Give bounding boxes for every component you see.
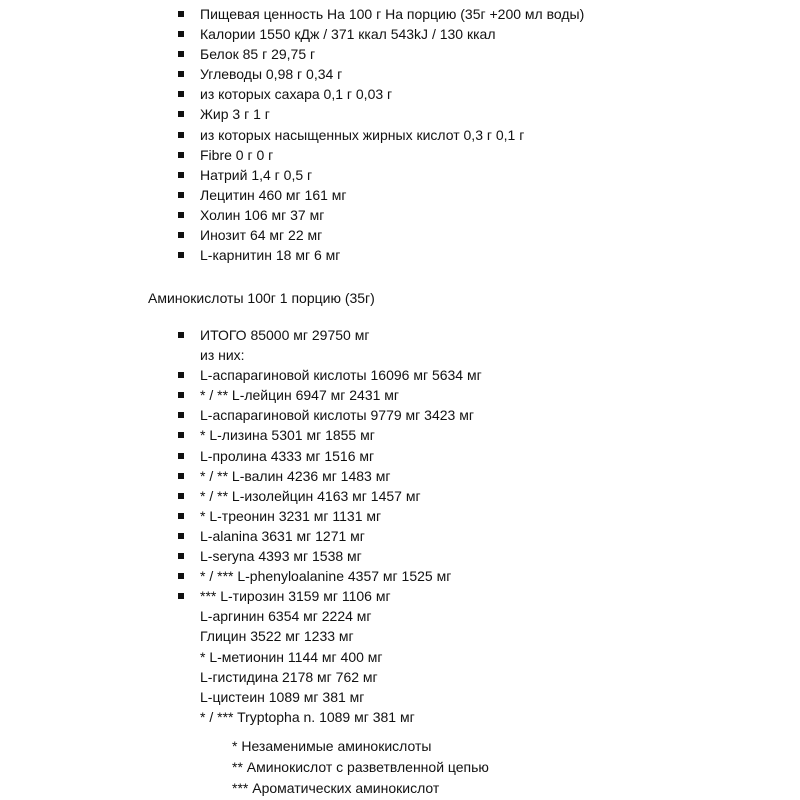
- list-item: [178, 44, 584, 64]
- list-item: [178, 687, 482, 707]
- bullet-icon: [178, 11, 184, 17]
- amino-item-text: * / ** L-изолейцин 4163 мг 1457 мг: [200, 487, 421, 504]
- nutrition-item-text: Натрий 1,4 г 0,5 г: [200, 166, 313, 183]
- nutrition-item-text: Fibre 0 г 0 г: [200, 146, 274, 163]
- list-item: [178, 325, 482, 345]
- list-item: [178, 446, 482, 466]
- footnote: ** Аминокислот с разветвленной цепью: [232, 759, 489, 775]
- amino-item-text: * L-лизина 5301 мг 1855 мг: [200, 427, 375, 444]
- amino-item-text: * / *** L-phenyloalanine 4357 мг 1525 мг: [200, 568, 452, 585]
- list-item: [178, 64, 584, 84]
- list-item: [178, 586, 482, 606]
- bullet-icon: [178, 172, 184, 178]
- footnote: * Незаменимые аминокислоты: [232, 738, 432, 754]
- bullet-icon: [178, 232, 184, 238]
- list-item: [178, 566, 482, 586]
- list-item: [178, 647, 482, 667]
- list-item: [178, 667, 482, 687]
- bullet-icon: [178, 392, 184, 398]
- bullet-icon: [178, 453, 184, 459]
- nutrition-item-text: L-карнитин 18 мг 6 мг: [200, 247, 341, 264]
- amino-item-text: * / ** L-валин 4236 мг 1483 мг: [200, 467, 391, 484]
- amino-item-text: * L-треонин 3231 мг 1131 мг: [200, 507, 382, 524]
- amino-item-text: * L-метионин 1144 мг 400 мг: [200, 648, 383, 665]
- nutrition-item-text: Холин 106 мг 37 мг: [200, 206, 325, 223]
- list-item: [178, 626, 482, 646]
- nutrition-item-text: Углеводы 0,98 г 0,34 г: [200, 66, 343, 83]
- bullet-icon: [178, 553, 184, 559]
- footnote: *** Ароматических аминокислот: [232, 780, 440, 796]
- amino-item-text: L-seryna 4393 мг 1538 мг: [200, 548, 362, 565]
- list-item: [178, 506, 482, 526]
- list-item: [178, 104, 584, 124]
- bullet-icon: [178, 533, 184, 539]
- nutrition-item-text: из которых сахара 0,1 г 0,03 г: [200, 86, 393, 103]
- bullet-icon: [178, 573, 184, 579]
- nutrition-item-text: Жир 3 г 1 г: [200, 106, 270, 123]
- list-item: [178, 707, 482, 727]
- amino-acids-list: [178, 325, 482, 727]
- nutrition-item-text: Инозит 64 мг 22 мг: [200, 227, 323, 244]
- list-item: [178, 225, 584, 245]
- bullet-icon: [178, 152, 184, 158]
- bullet-icon: [178, 332, 184, 338]
- amino-item-text: L-пролина 4333 мг 1516 мг: [200, 447, 375, 464]
- bullet-icon: [178, 513, 184, 519]
- nutrition-item-text: Лецитин 460 мг 161 мг: [200, 186, 347, 203]
- bullet-icon: [178, 593, 184, 599]
- amino-item-text: * / *** Tryptopha n. 1089 мг 381 мг: [200, 708, 415, 725]
- list-item: [178, 125, 584, 145]
- footnotes: [232, 736, 489, 799]
- bullet-icon: [178, 252, 184, 258]
- bullet-icon: [178, 493, 184, 499]
- bullet-icon: [178, 31, 184, 37]
- bullet-icon: [178, 473, 184, 479]
- list-item: [178, 145, 584, 165]
- nutrition-facts-list: [178, 4, 584, 265]
- list-item: [178, 546, 482, 566]
- nutrition-item-text: Белок 85 г 29,75 г: [200, 46, 316, 63]
- list-item: [178, 486, 482, 506]
- bullet-icon: [178, 91, 184, 97]
- list-item: [178, 84, 584, 104]
- list-item: [178, 185, 584, 205]
- amino-acids-heading: Аминокислоты 100г 1 порцию (35г): [148, 290, 375, 306]
- list-item: [178, 245, 584, 265]
- amino-item-text: L-гистидина 2178 мг 762 мг: [200, 668, 378, 685]
- list-item: [178, 385, 482, 405]
- list-item: [178, 466, 482, 486]
- bullet-icon: [178, 432, 184, 438]
- amino-item-text: L-цистеин 1089 мг 381 мг: [200, 688, 365, 705]
- bullet-icon: [178, 51, 184, 57]
- amino-item-text: L-аргинин 6354 мг 2224 мг: [200, 608, 372, 625]
- amino-item-text: L-аспарагиновой кислоты 9779 мг 3423 мг: [200, 407, 474, 424]
- list-item: [178, 345, 482, 365]
- amino-item-text: L-alanina 3631 мг 1271 мг: [200, 527, 365, 544]
- list-item: [178, 526, 482, 546]
- amino-item-text: *** L-тирозин 3159 мг 1106 мг: [200, 588, 391, 605]
- bullet-icon: [178, 192, 184, 198]
- list-item: [178, 405, 482, 425]
- bullet-icon: [178, 111, 184, 117]
- list-item: [178, 205, 584, 225]
- amino-item-text: ИТОГО 85000 мг 29750 мг: [200, 327, 370, 343]
- nutrition-item-text: Пищевая ценность На 100 г На порцию (35г +200 мл воды): [200, 6, 585, 22]
- bullet-icon: [178, 132, 184, 138]
- list-item: [178, 24, 584, 44]
- list-item: [178, 365, 482, 385]
- bullet-icon: [178, 71, 184, 77]
- nutrition-item-text: из которых насыщенных жирных кислот 0,3 г 0,1 г: [200, 126, 525, 143]
- amino-item-text: L-аспарагиновой кислоты 16096 мг 5634 мг: [200, 367, 482, 384]
- list-item: [178, 606, 482, 626]
- bullet-icon: [178, 212, 184, 218]
- bullet-icon: [178, 412, 184, 418]
- list-item: [178, 4, 584, 24]
- amino-item-text: * / ** L-лейцин 6947 мг 2431 мг: [200, 387, 400, 404]
- amino-item-text: Глицин 3522 мг 1233 мг: [200, 628, 354, 645]
- amino-item-text: из них:: [200, 347, 245, 364]
- bullet-icon: [178, 372, 184, 378]
- list-item: [178, 425, 482, 445]
- list-item: [178, 165, 584, 185]
- nutrition-item-text: Калории 1550 кДж / 371 ккал 543kJ / 130 ккал: [200, 26, 496, 43]
